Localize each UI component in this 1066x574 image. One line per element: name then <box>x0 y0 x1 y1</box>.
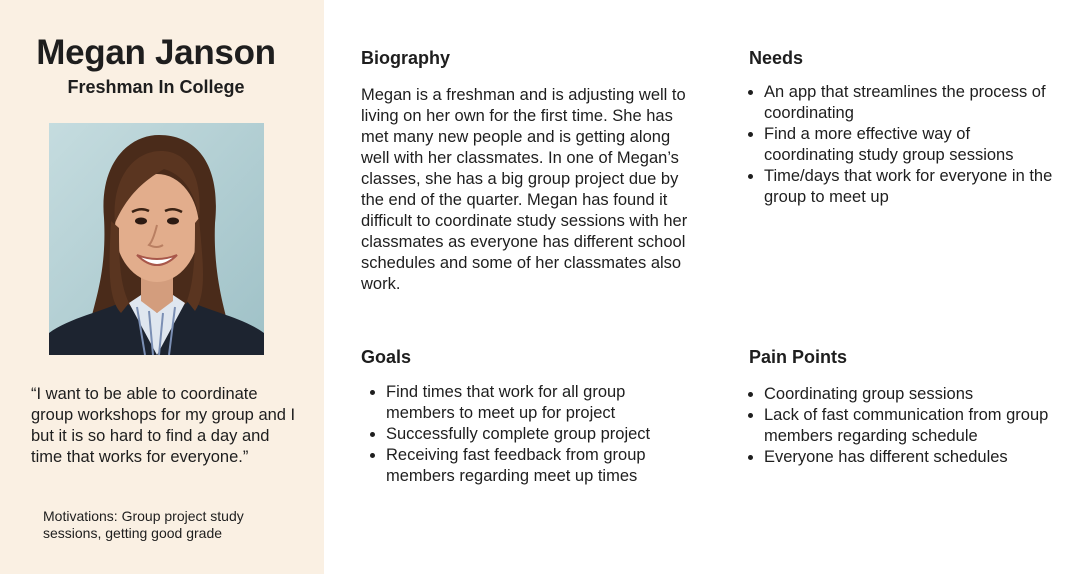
list-item: • Successfully complete group project <box>386 424 676 445</box>
list-item: • An app that streamlines the process of coordinating <box>764 82 1064 124</box>
persona-role: Freshman In College <box>67 77 245 97</box>
biography-text: Megan is a freshman and is adjusting well to living on her own for the first time. She has met many new people and is getting along well with her classmates. In one of Megan’s classes, she has a big group project due by the end of the quarter. Megan has found it difficult to coordinate study sessions with her classmates as everyone has different school schedules and some of her classmates also work. <box>361 86 688 293</box>
list-item: • Receiving fast feedback from group members regarding meet up times <box>386 445 676 487</box>
goals-list <box>361 382 676 487</box>
list-item: • Find times that work for all group members to meet up for project <box>386 382 676 424</box>
list-item: • Coordinating group sessions <box>764 384 1064 405</box>
persona-motivations: Motivations: Group project study sessions, getting good grade <box>43 508 244 541</box>
persona-quote: “I want to be able to coordinate group workshops for my group and I but it is so hard to find a day and time that works for everyone.” <box>31 385 296 466</box>
list-item: • Lack of fast communication from group members regarding schedule <box>764 405 1064 447</box>
needs-list <box>739 82 1064 208</box>
pain-points-list <box>739 384 1064 468</box>
persona-name: Megan Janson <box>36 33 276 72</box>
persona-photo <box>49 123 264 355</box>
list-item: • Time/days that work for everyone in the group to meet up <box>764 166 1064 208</box>
goals-heading: Goals <box>361 347 412 367</box>
list-item: • Find a more effective way of coordinating study group sessions <box>764 124 1064 166</box>
needs-heading: Needs <box>749 48 804 68</box>
list-item: • Everyone has different schedules <box>764 447 1064 468</box>
persona-portrait-illustration <box>49 123 264 355</box>
persona-sidebar <box>0 0 324 574</box>
pain-points-heading: Pain Points <box>749 347 848 367</box>
biography-heading: Biography <box>361 48 451 68</box>
